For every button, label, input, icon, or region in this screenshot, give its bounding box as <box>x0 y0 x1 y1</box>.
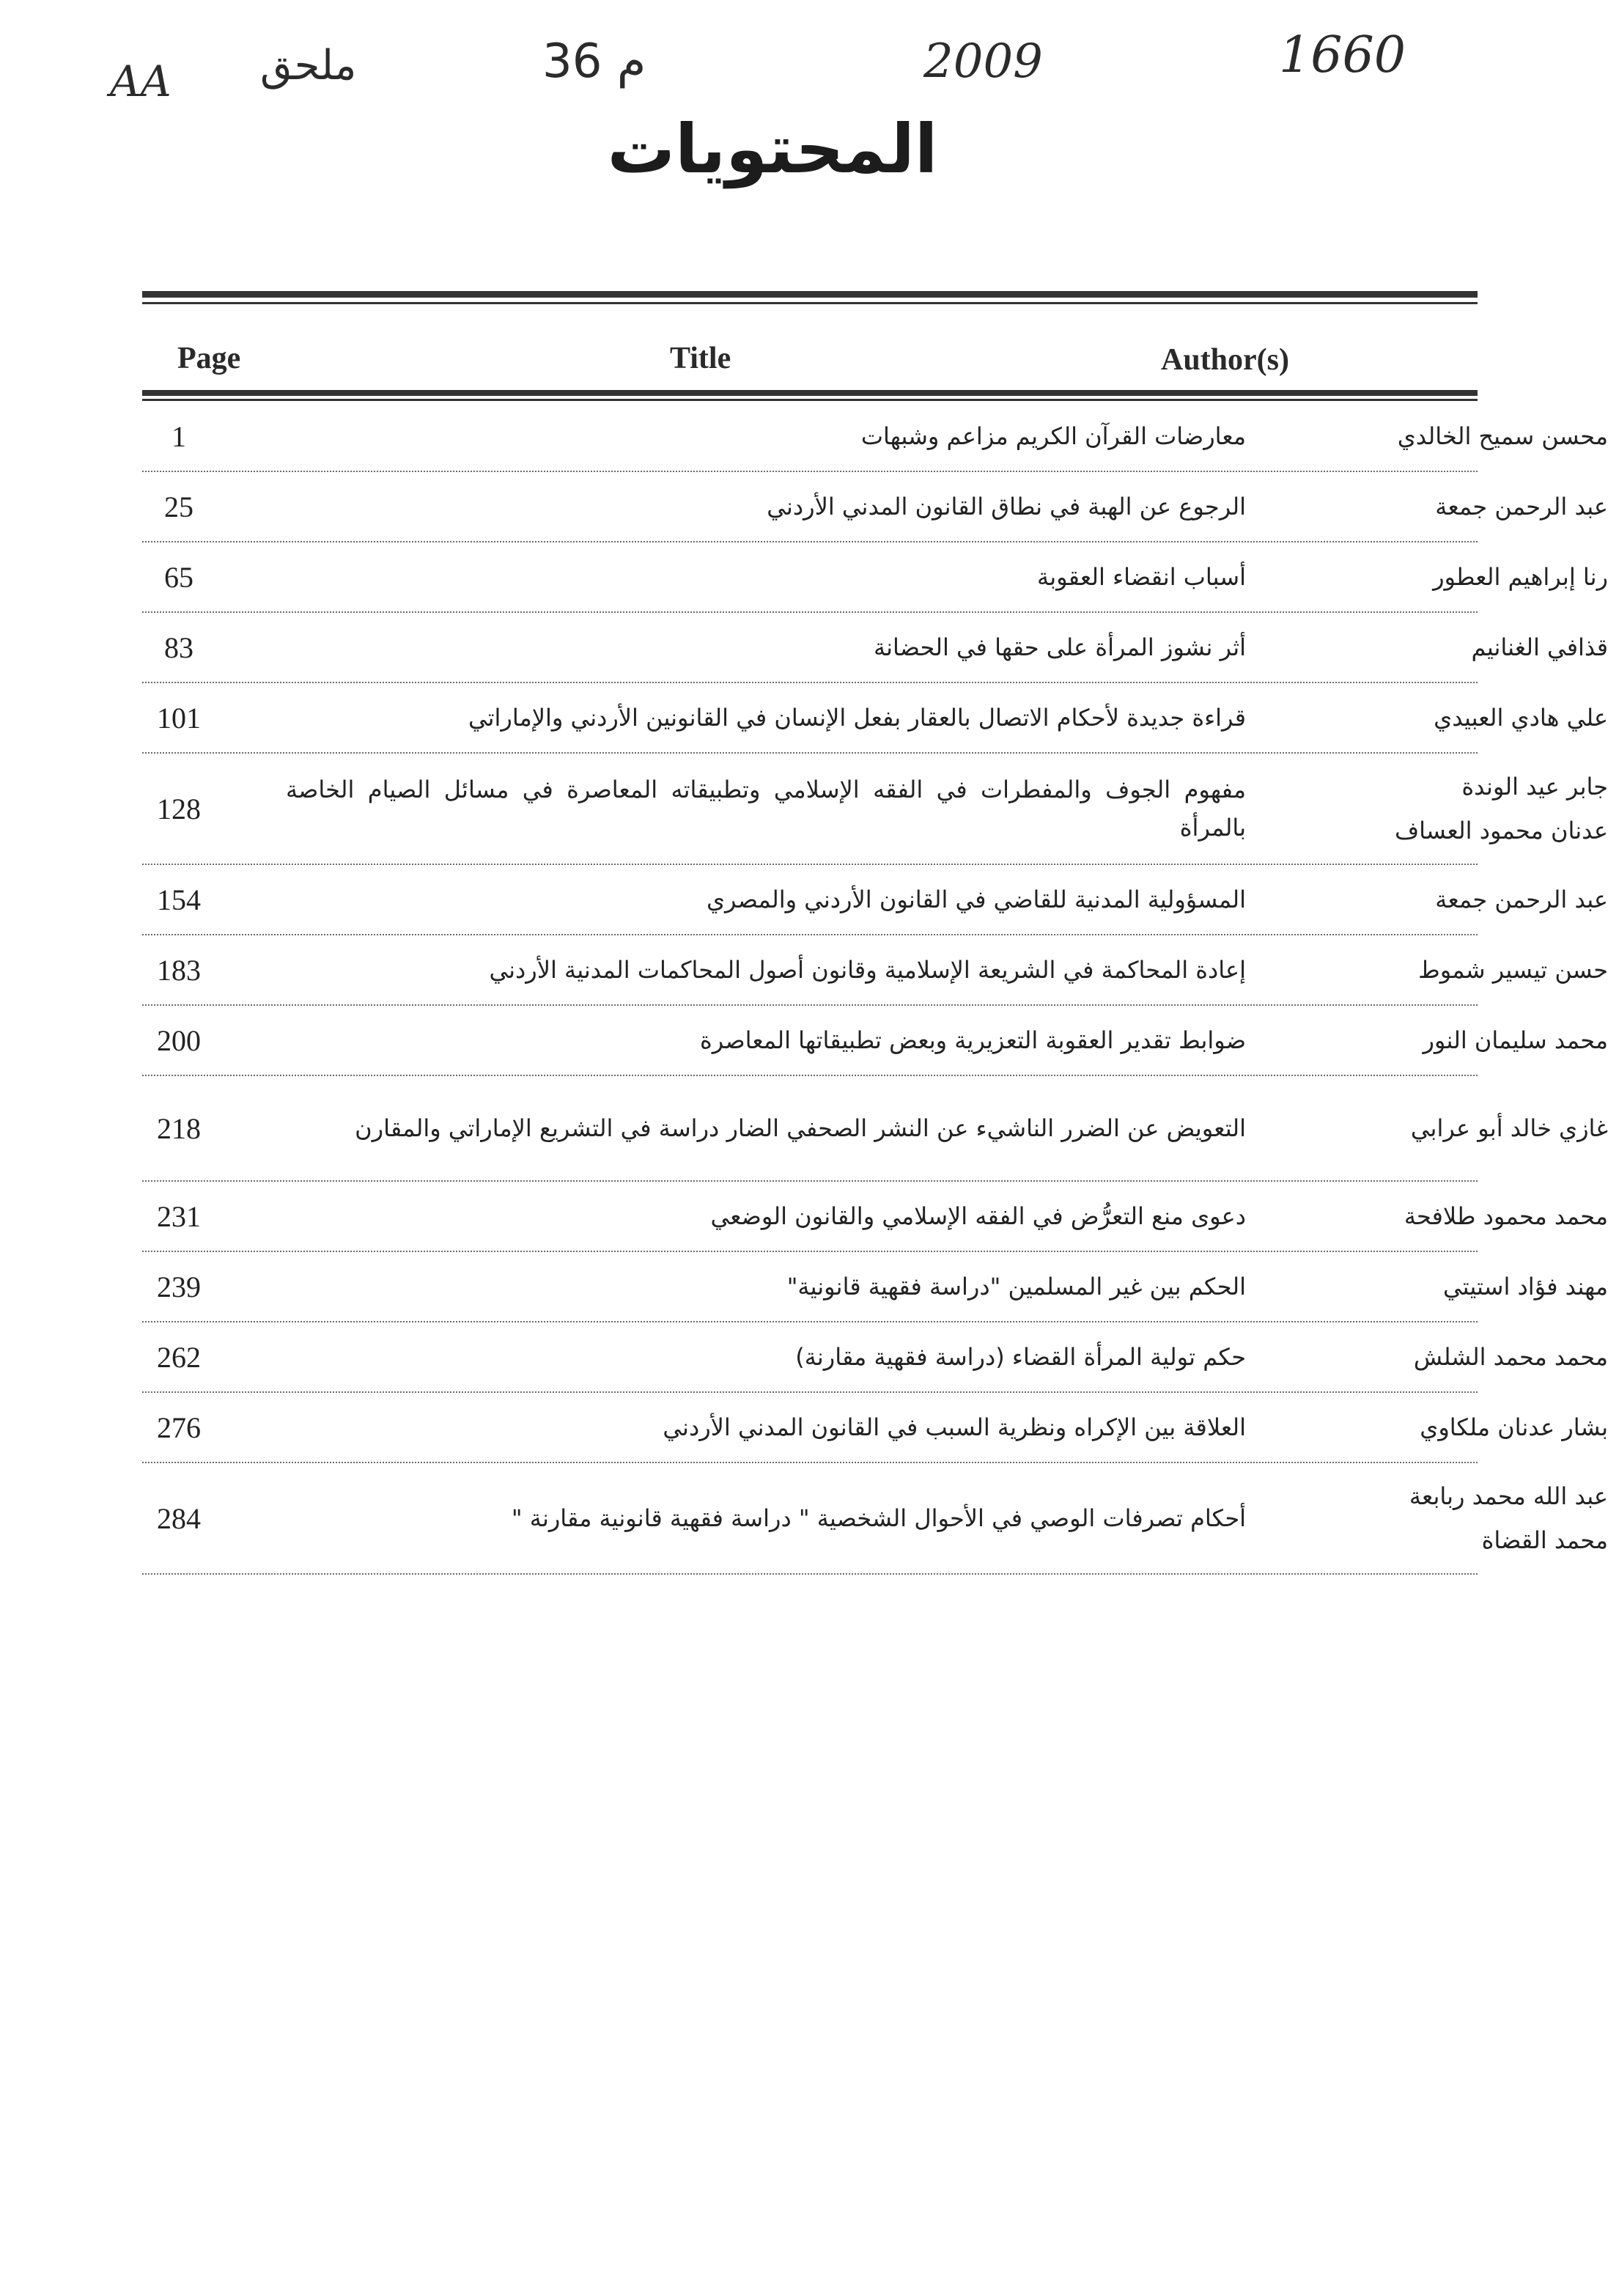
entry-author: محمد محمود طلافحة <box>1404 1202 1608 1230</box>
table-row[interactable] <box>142 865 1608 935</box>
header-top-rule-thin <box>142 302 1478 304</box>
entry-author: عدنان محمود العساف <box>1394 817 1608 845</box>
entry-page: 83 <box>164 630 193 664</box>
entry-page: 65 <box>164 560 193 594</box>
entry-author: محمد القضاة <box>1481 1526 1608 1554</box>
entry-page: 262 <box>157 1340 201 1374</box>
entry-page: 239 <box>157 1270 201 1303</box>
entry-authors <box>1300 542 1608 611</box>
table-row[interactable] <box>142 542 1608 613</box>
column-header-title: Title <box>670 342 731 375</box>
entry-authors <box>1300 865 1608 934</box>
column-header-authors: Author(s) <box>1161 343 1289 377</box>
entry-page: 1 <box>172 419 186 453</box>
entry-page: 25 <box>164 490 193 523</box>
entry-title: الرجوع عن الهبة في نطاق القانون المدني الأردني <box>767 493 1246 520</box>
entry-authors <box>1300 1463 1608 1573</box>
entry-title: أحكام تصرفات الوصي في الأحوال الشخصية " دراسة فقهية قانونية مقارنة " <box>511 1504 1246 1532</box>
entry-author: عبد الرحمن جمعة <box>1435 493 1608 520</box>
entry-author: محمد سليمان النور <box>1423 1026 1608 1054</box>
toc-table <box>142 402 1608 1575</box>
table-row[interactable] <box>142 1393 1608 1463</box>
entry-authors <box>1300 1076 1608 1180</box>
entry-authors <box>1300 1006 1608 1075</box>
table-row[interactable] <box>142 1182 1608 1252</box>
entry-author: رنا إبراهيم العطور <box>1433 563 1608 591</box>
entry-authors <box>1300 683 1608 752</box>
entry-page: 284 <box>157 1501 201 1535</box>
entry-page: 218 <box>157 1111 201 1145</box>
table-row[interactable] <box>142 935 1608 1006</box>
entry-author: بشار عدنان ملكاوي <box>1420 1413 1608 1441</box>
year-annotation: 2009 <box>923 34 1043 89</box>
header-bottom-rule-thin <box>142 399 1478 401</box>
entry-author: محسن سميح الخالدي <box>1397 422 1608 450</box>
header-bottom-rule <box>142 390 1478 396</box>
entry-page: 154 <box>157 883 201 916</box>
entry-author: علي هادي العبيدي <box>1434 704 1608 732</box>
appendix-annotation: ملحق <box>260 42 357 89</box>
column-header-row <box>142 334 1478 385</box>
entry-author: عبد الله محمد ربابعة <box>1409 1482 1608 1510</box>
header-top-rule <box>142 291 1478 298</box>
entry-page: 200 <box>157 1023 201 1057</box>
entry-title: معارضات القرآن الكريم مزاعم وشبهات <box>860 422 1246 450</box>
entry-page: 128 <box>157 792 201 825</box>
entry-page: 183 <box>157 953 201 987</box>
entry-title: الحكم بين غير المسلمين "دراسة فقهية قانونية" <box>786 1273 1246 1300</box>
table-row[interactable] <box>142 472 1608 542</box>
page-title: المحتويات <box>607 110 938 188</box>
entry-author: جابر عيد الوندة <box>1461 773 1608 801</box>
entry-title: حكم تولية المرأة القضاء (دراسة فقهية مقارنة) <box>795 1343 1246 1371</box>
entry-title: أسباب انقضاء العقوبة <box>1037 563 1246 591</box>
entry-title: المسؤولية المدنية للقاضي في القانون الأردني والمصري <box>707 886 1246 913</box>
entry-authors <box>1300 472 1608 541</box>
table-row[interactable] <box>142 683 1608 754</box>
entry-page: 231 <box>157 1199 201 1233</box>
entry-author: مهند فؤاد استيتي <box>1443 1273 1608 1300</box>
entry-authors <box>1300 613 1608 682</box>
entry-title: التعويض عن الضرر الناشيء عن النشر الصحفي الضار دراسة في التشريع الإماراتي والمقارن <box>355 1114 1246 1142</box>
entry-authors <box>1300 935 1608 1004</box>
entry-title: أثر نشوز المرأة على حقها في الحضانة <box>873 633 1246 661</box>
entry-page: 276 <box>157 1410 201 1444</box>
entry-title: مفهوم الجوف والمفطرات في الفقه الإسلامي وتطبيقاته المعاصرة في مسائل الصيام الخاصة بالمرأة <box>286 776 1246 842</box>
entry-title: إعادة المحاكمة في الشريعة الإسلامية وقانون أصول المحاكمات المدنية الأردني <box>489 956 1246 984</box>
entry-author: عبد الرحمن جمعة <box>1435 886 1608 913</box>
entry-authors <box>1300 1182 1608 1251</box>
entry-authors <box>1300 1393 1608 1462</box>
entry-authors <box>1300 402 1608 471</box>
volume-annotation: م 36 <box>542 34 646 89</box>
table-row[interactable] <box>142 1006 1608 1076</box>
column-header-page: Page <box>177 342 241 375</box>
entry-author: غازي خالد أبو عرابي <box>1410 1114 1608 1142</box>
entry-title: دعوى منع التعرُّض في الفقه الإسلامي والقانون الوضعي <box>710 1202 1246 1230</box>
entry-authors <box>1300 1252 1608 1321</box>
table-row[interactable] <box>142 754 1608 865</box>
table-row[interactable] <box>142 1252 1608 1322</box>
table-row[interactable] <box>142 1076 1608 1182</box>
number-annotation: 1660 <box>1279 26 1406 84</box>
table-row[interactable] <box>142 1463 1608 1575</box>
entry-authors <box>1300 754 1608 864</box>
table-row[interactable] <box>142 402 1608 472</box>
entry-authors <box>1300 1322 1608 1391</box>
entry-author: حسن تيسير شموط <box>1418 956 1608 984</box>
entry-title: ضوابط تقدير العقوبة التعزيرية وبعض تطبيقاتها المعاصرة <box>700 1026 1246 1054</box>
entry-title: العلاقة بين الإكراه ونظرية السبب في القانون المدني الأردني <box>663 1413 1246 1441</box>
entry-author: قذافي الغنانيم <box>1471 633 1608 661</box>
table-row[interactable] <box>142 1322 1608 1393</box>
entry-author: محمد محمد الشلش <box>1413 1343 1608 1371</box>
table-row[interactable] <box>142 613 1608 683</box>
entry-title: قراءة جديدة لأحكام الاتصال بالعقار بفعل الإنسان في القانونين الأردني والإماراتي <box>468 704 1246 732</box>
ref-code-annotation: AA <box>110 56 172 106</box>
entry-page: 101 <box>157 701 201 735</box>
